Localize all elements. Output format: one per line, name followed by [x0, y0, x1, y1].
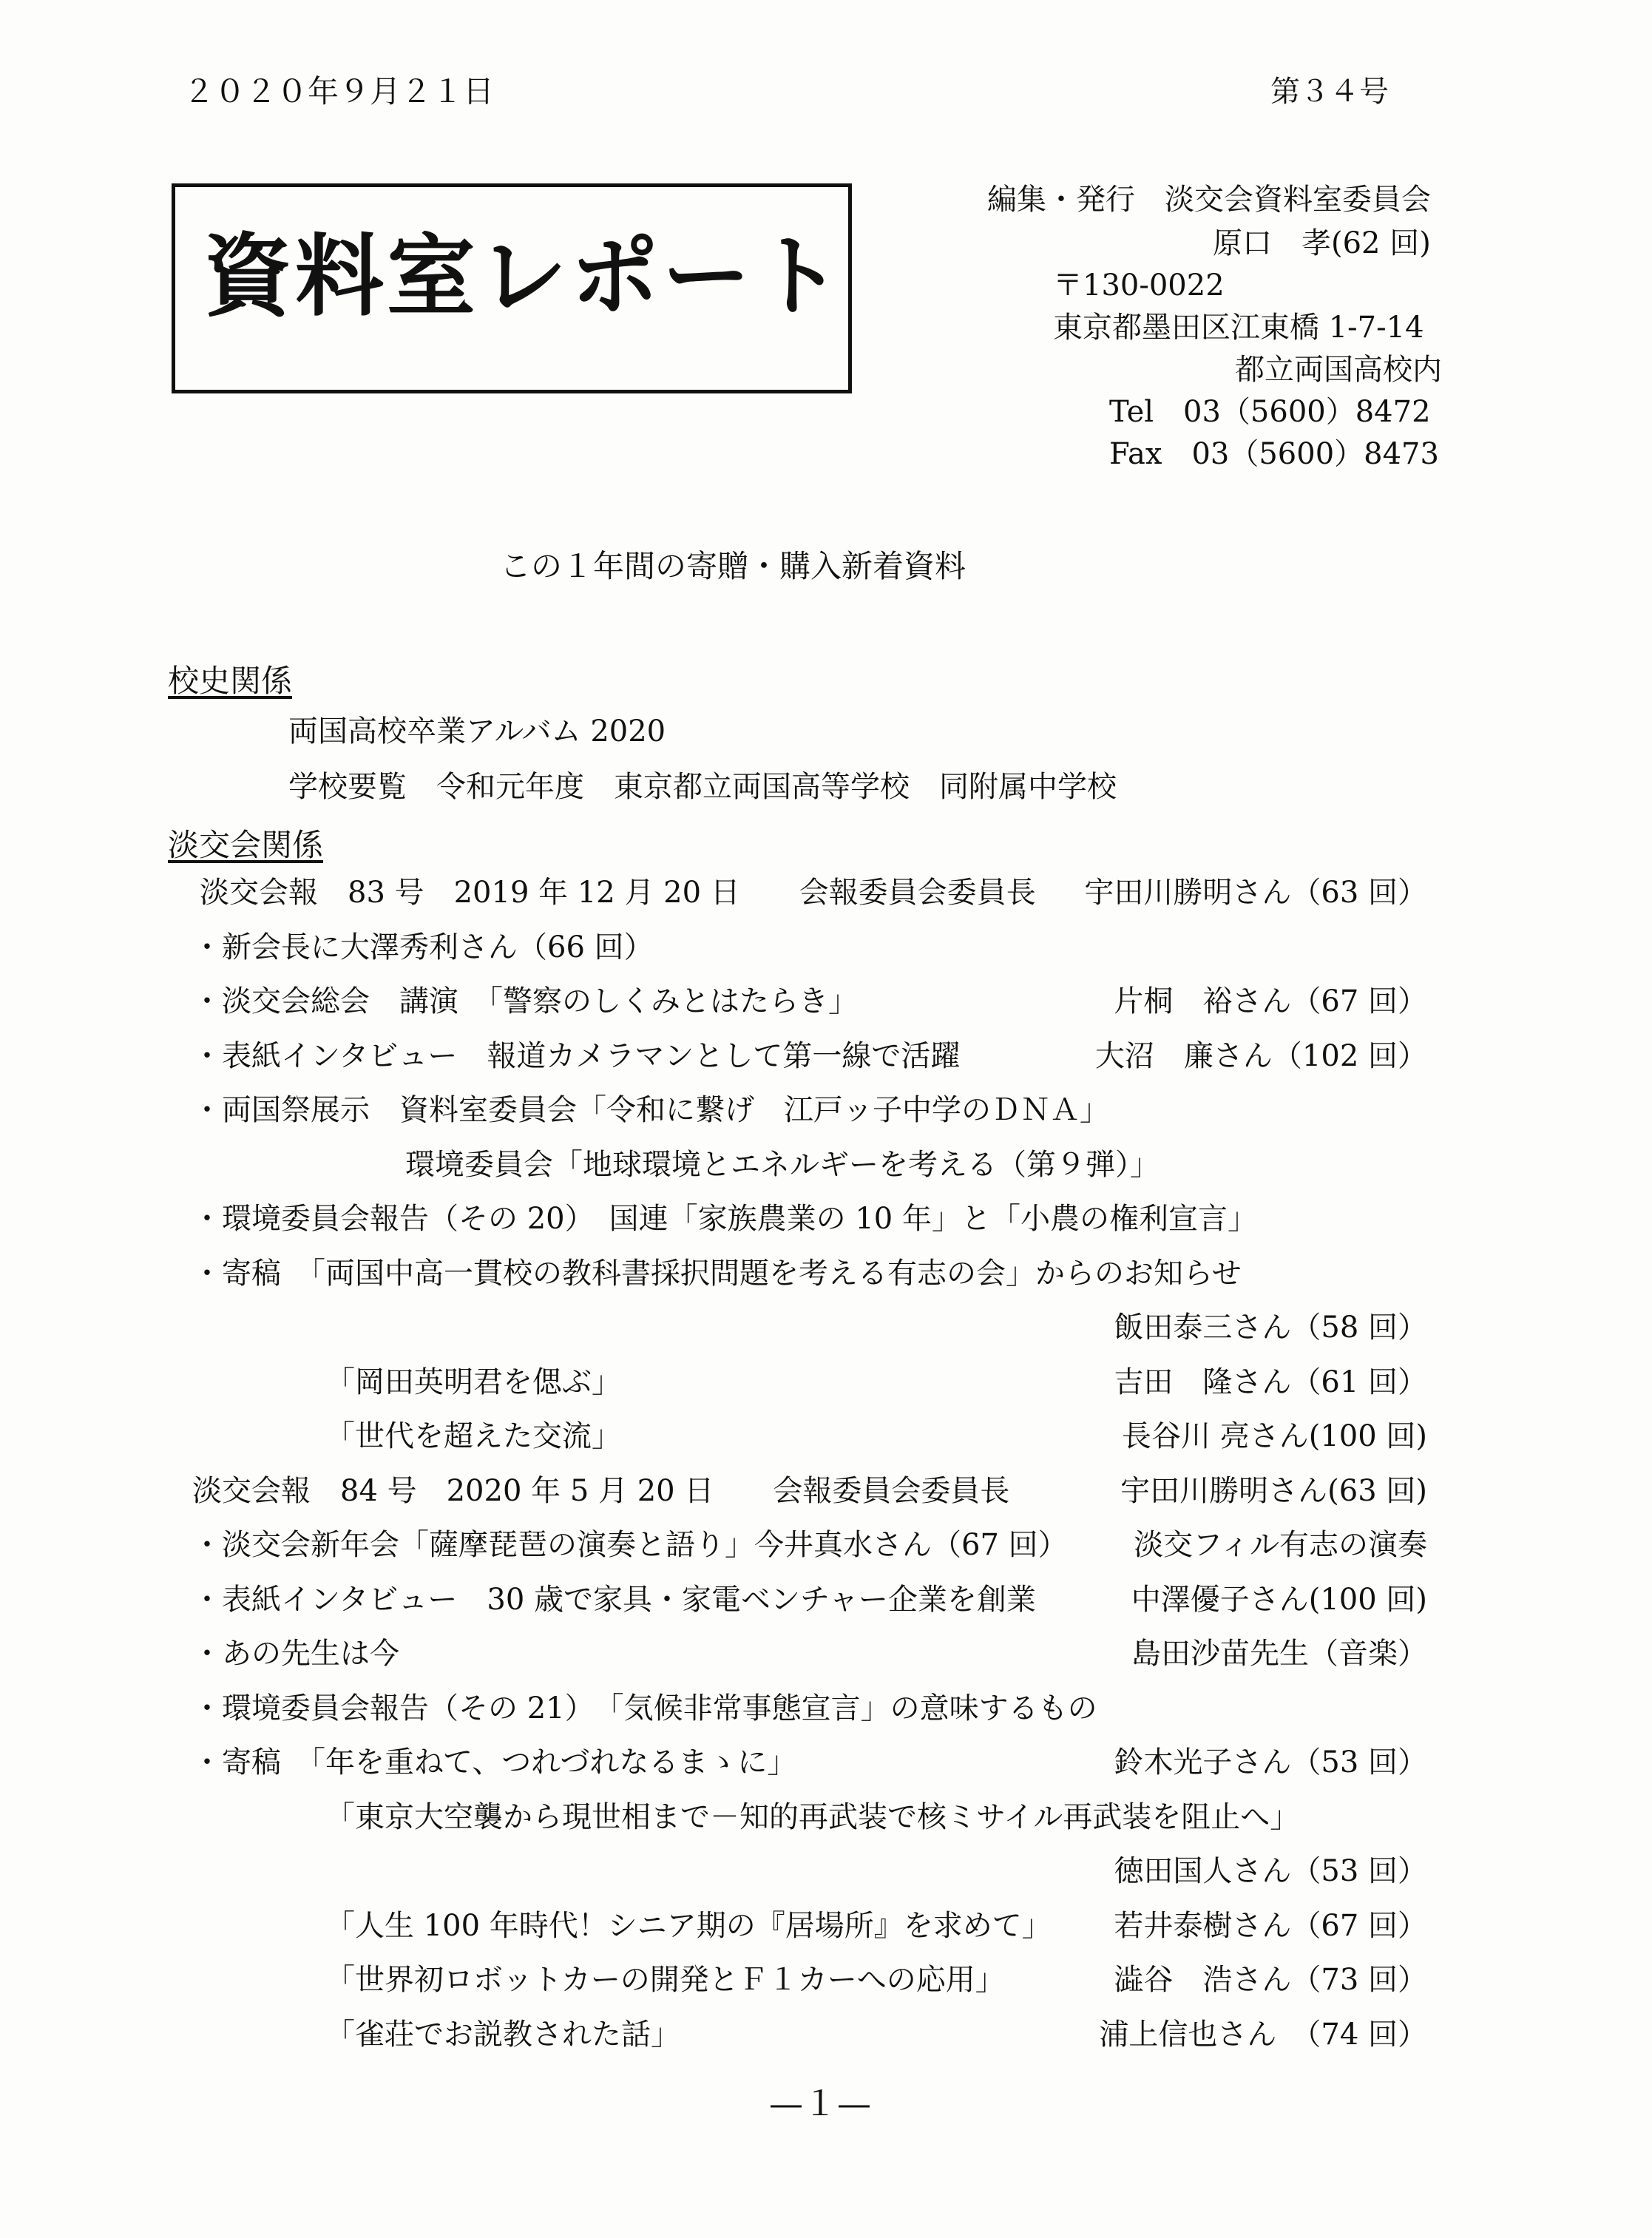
entry-text: ・淡交会新年会「薩摩琵琶の演奏と語り」今井真水さん（67 回） [192, 1528, 1068, 1562]
entry-author: 中澤優子さん(100 回) [1131, 1583, 1427, 1617]
entry-author: 宇田川勝明さん(63 回) [1120, 1474, 1427, 1508]
entry-text: ・寄稿 「年を重ねて、つれづれなるまゝに」 [192, 1745, 797, 1779]
entry-author: 長谷川 亮さん(100 回) [1122, 1419, 1427, 1453]
editor-name: 原口 孝(62 回) [1213, 226, 1431, 260]
list-item: 両国高校卒業アルバム 2020 [288, 714, 666, 748]
entry-author: 淡交フィル有志の演奏 [1134, 1528, 1427, 1562]
entry-text: ・環境委員会報告（その 21） 「気候非常事態宣言」の意味するもの [192, 1691, 1097, 1725]
entry-author: 宇田川勝明さん（63 回） [1084, 876, 1427, 910]
section-title-alumni: 淡交会関係 [168, 827, 324, 863]
entry-author: 浦上信也さん （74 回） [1099, 2018, 1427, 2052]
entry-author: 鈴木光子さん（53 回） [1114, 1745, 1427, 1779]
address-school: 都立両国高校内 [1235, 353, 1442, 387]
entry-author: 片桐 裕さん（67 回） [1114, 984, 1427, 1018]
issue-number: 第３４号 [1270, 75, 1389, 109]
entry-author: 大沼 廉さん（102 回） [1094, 1039, 1427, 1073]
entry-text: ・両国祭展示 資料室委員会「令和に繋げ 江戸ッ子中学のＤＮＡ」 [192, 1093, 1109, 1127]
entry-author: 島田沙苗先生（音楽） [1131, 1637, 1427, 1671]
entry-author: 飯田泰三さん（58 回） [1114, 1311, 1427, 1345]
postal-code: 〒130-0022 [1053, 268, 1225, 302]
entry-text: 淡交会報 83 号 2019 年 12 月 20 日 会報委員会委員長 [200, 876, 1036, 910]
document-heading: この１年間の寄贈・購入新着資料 [500, 548, 967, 584]
publisher-line: 編集・発行 淡交会資料室委員会 [987, 183, 1431, 217]
entry-author: 徳田国人さん（53 回） [1114, 1854, 1427, 1888]
entry-text: 「世界初ロボットカーの開発とＦ１カーへの応用」 [325, 1963, 1005, 1997]
entry-text: ・表紙インタビュー 30 歳で家具・家電ベンチャー企業を創業 [192, 1583, 1036, 1617]
entry-text: 「東京大空襲から現世相まで－知的再武装で核ミサイル再武装を阻止へ」 [325, 1800, 1300, 1834]
entry-text: ・寄稿 「両国中高一貫校の教科書採択問題を考える有志の会」からのお知らせ [192, 1257, 1242, 1291]
entry-author: 若井泰樹さん（67 回） [1114, 1909, 1427, 1943]
issue-date: ２０２０年９月２１日 [183, 73, 495, 109]
page-number: —１— [769, 2083, 871, 2123]
entry-text: 「岡田英明君を偲ぶ」 [325, 1365, 621, 1399]
section-title-school-history: 校史関係 [168, 663, 293, 699]
entry-text: 淡交会報 84 号 2020 年 5 月 20 日 会報委員会委員長 [192, 1474, 1010, 1508]
address: 東京都墨田区江東橋 1-7-14 [1053, 311, 1424, 345]
entry-text: ・淡交会総会 講演 「警察のしくみとはたらき」 [192, 984, 858, 1018]
entry-text: ・環境委員会報告（その 20） 国連「家族農業の 10 年」と「小農の権利宣言」 [192, 1202, 1257, 1236]
entry-text: ・新会長に大澤秀利さん（66 回） [192, 930, 654, 964]
report-title: 資料室レポート [203, 226, 845, 328]
entry-text: ・あの先生は今 [192, 1637, 399, 1671]
entry-author: 吉田 隆さん（61 回） [1114, 1365, 1427, 1399]
entry-text: 環境委員会「地球環境とエネルギーを考える（第９弾）」 [405, 1148, 1160, 1182]
entry-text: 「雀荘でお説教された話」 [325, 2018, 680, 2052]
telephone: Tel 03（5600）8472 [1109, 395, 1431, 429]
fax: Fax 03（5600）8473 [1109, 437, 1439, 471]
entry-text: 「人生 100 年時代！シニア期の『居場所』を求めて」 [325, 1909, 1052, 1943]
entry-text: 「世代を超えた交流」 [325, 1419, 621, 1453]
list-item: 学校要覧 令和元年度 東京都立両国高等学校 同附属中学校 [288, 770, 1117, 804]
entry-author: 澁谷 浩さん（73 回） [1114, 1963, 1427, 1997]
entry-text: ・表紙インタビュー 報道カメラマンとして第一線で活躍 [192, 1039, 961, 1073]
